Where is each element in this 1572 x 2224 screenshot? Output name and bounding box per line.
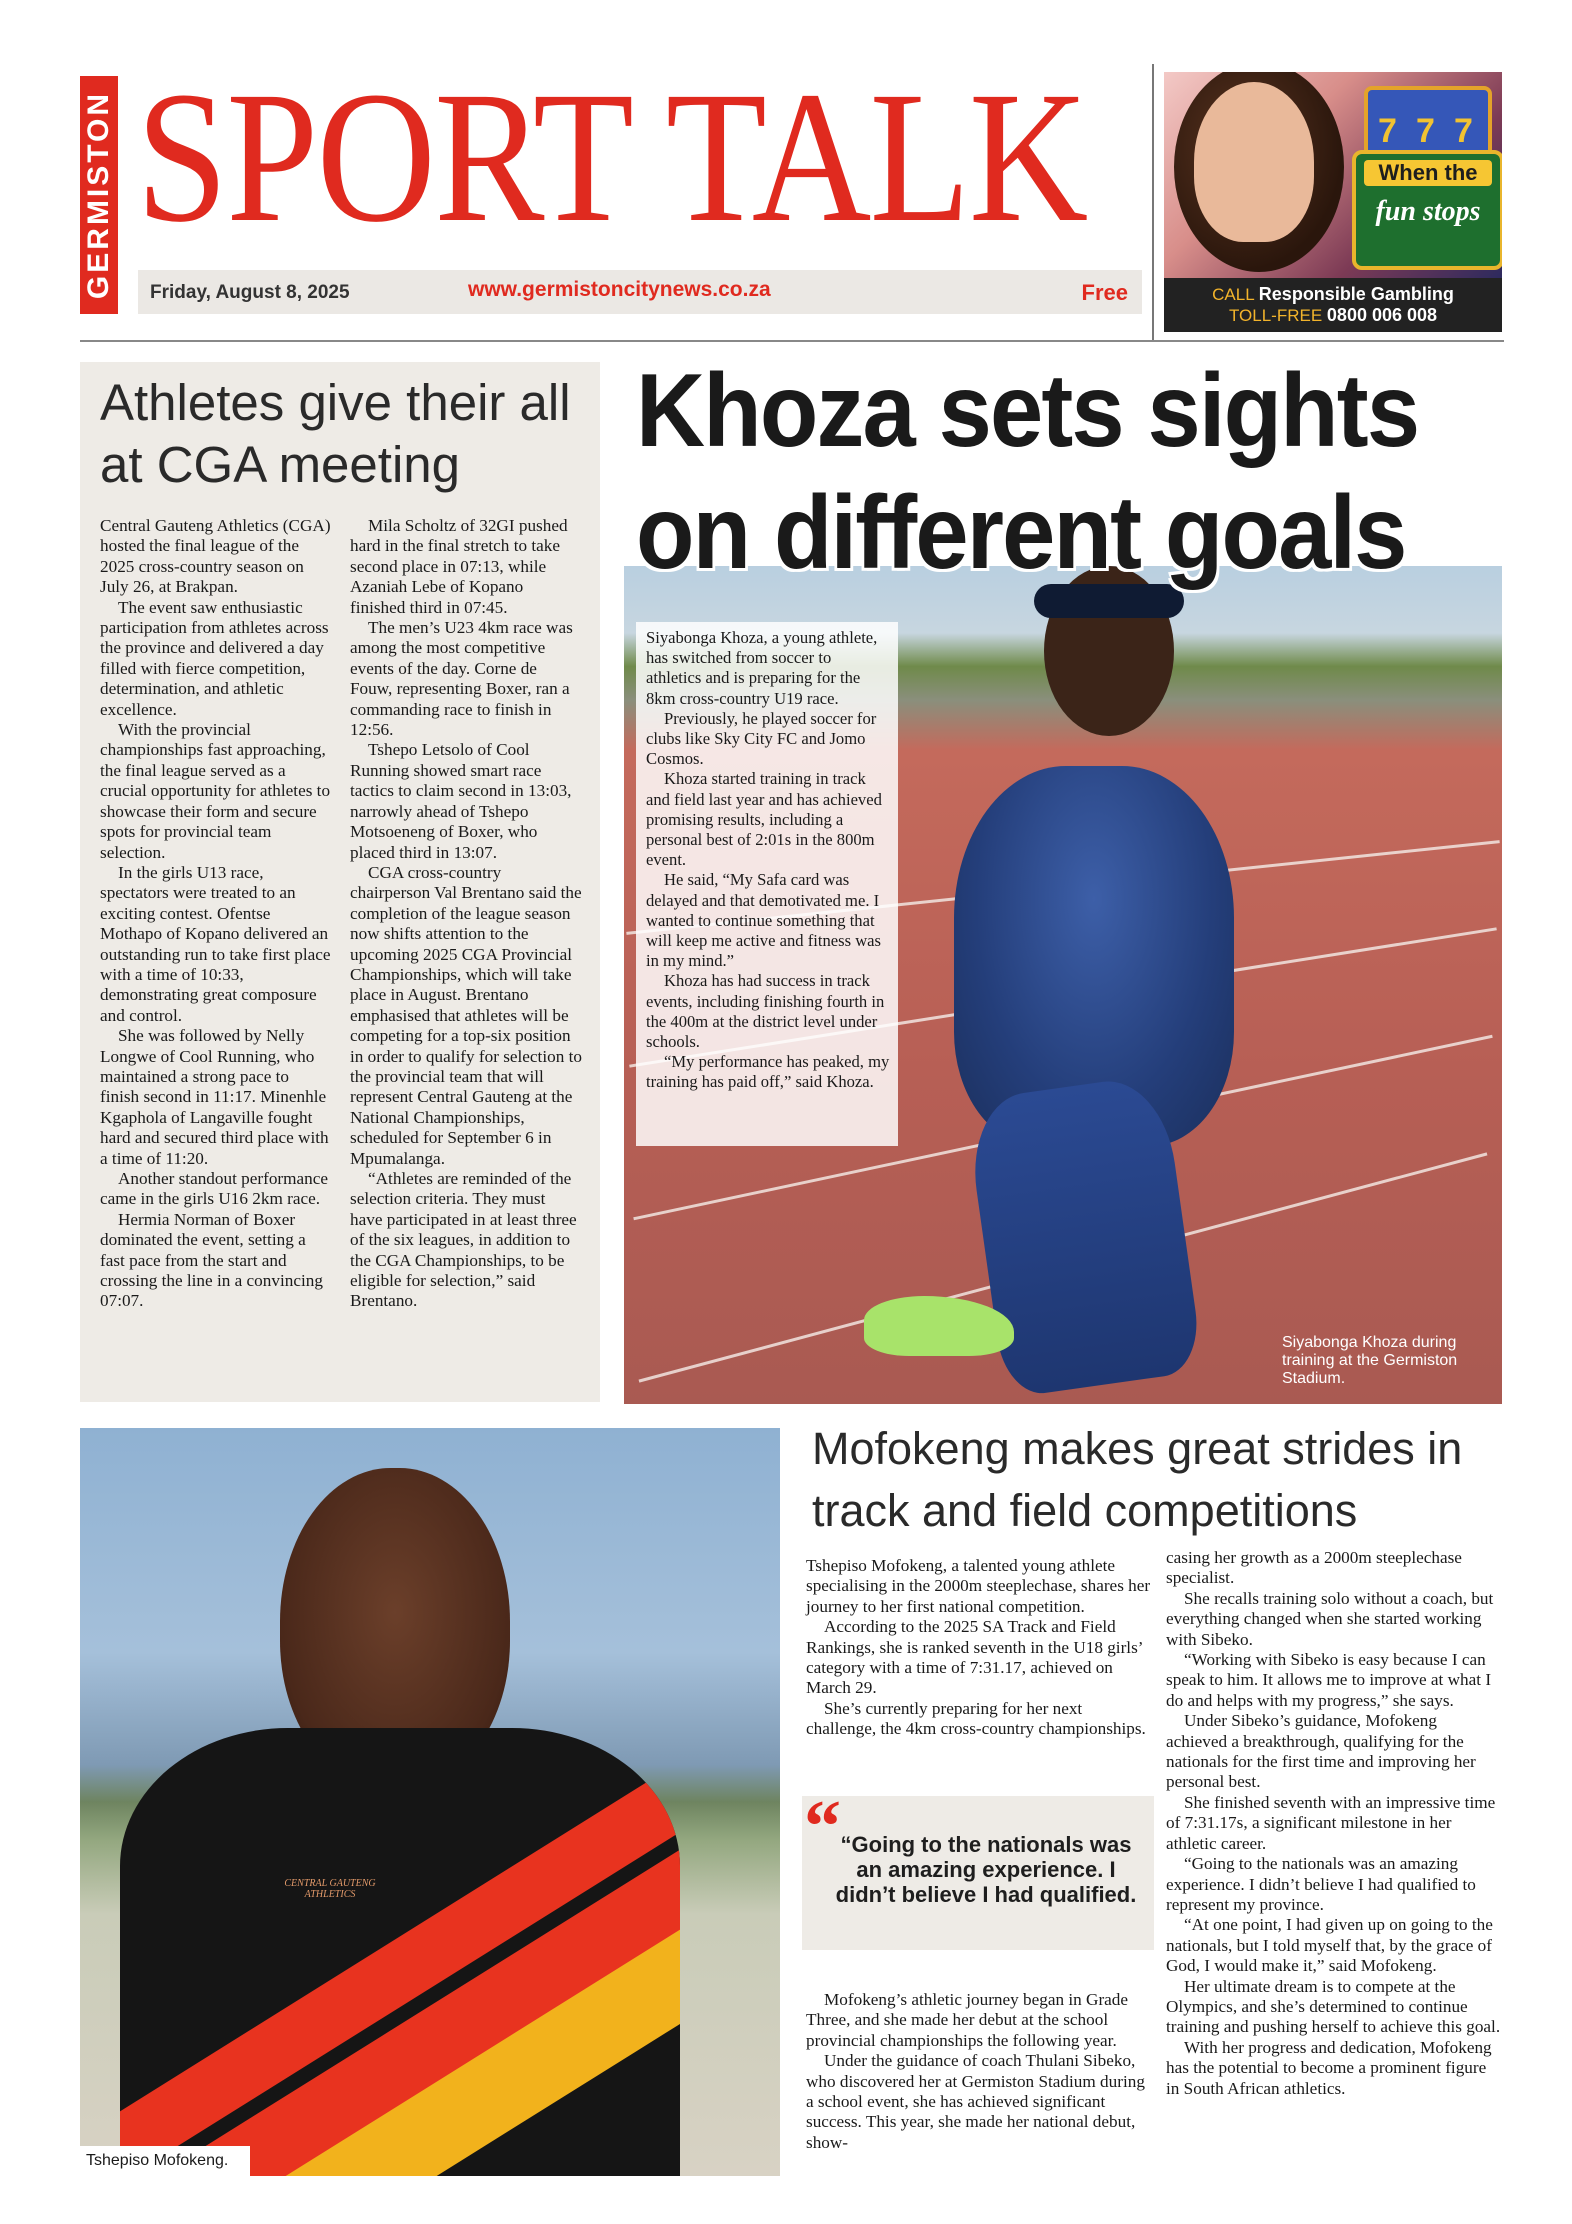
mofokeng-photo	[80, 1428, 780, 2176]
jacket-crest-text: CENTRAL GAUTENG ATHLETICS	[284, 1878, 376, 1900]
advert-photo	[1164, 72, 1502, 278]
athlete-shoe	[864, 1296, 1014, 1356]
mofokeng-paragraph: “Working with Sibeko is easy because I can speak to him. It allows me to improve at what I do and helps with my progress,” she says.	[1166, 1650, 1492, 1710]
mofokeng-column-1-bottom	[806, 1990, 1152, 2153]
mofokeng-column-2	[1166, 1548, 1502, 2099]
cga-paragraph: With the provincial championships fast approaching, the final league served as a crucial opportunity for athletes to showcase their form and secure spots for provincial team selection.	[100, 720, 331, 862]
cga-paragraph: She was followed by Nelly Longwe of Cool Running, who maintained a strong pace to finish second in 11:17. Minenhle Kgaphola of Langaville fought hard and secured third place with a time of 11:20.	[100, 1026, 329, 1168]
mofokeng-paragraph: She finished seventh with an impressive time of 7:31.17s, a significant milestone in her athletic career.	[1166, 1792, 1496, 1853]
mofokeng-photo-caption: Tshepiso Mofokeng.	[80, 2146, 250, 2176]
khoza-paragraph: Khoza started training in track and field last year and has achieved promising results, including a personal best of 2:01s in the 800m event.	[646, 769, 882, 870]
mofokeng-paragraph: Tshepiso Mofokeng, a talented young athlete specialising in the 2000m steeplechase, shares her journey to her first national competition.	[806, 1556, 1151, 1616]
cga-paragraph: In the girls U13 race, spectators were treated to an exciting contest. Ofentse Mothapo of Kopano delivered an outstanding run to take first place with a time of 10:33, demonstrating great composure and control.	[100, 862, 331, 1025]
cga-column-1	[100, 516, 332, 1312]
mofokeng-paragraph: According to the 2025 SA Track and Field Rankings, she is ranked seventh in the U18 girls’ category with a time of 7:31.17, achieved on March 29.	[806, 1617, 1143, 1698]
advert-tollfree-label: TOLL-FREE	[1228, 306, 1323, 325]
advert-headline-top: When the	[1364, 160, 1492, 186]
khoza-paragraph: Khoza has had success in track events, including finishing fourth in the 400m at the district level under schools.	[646, 971, 885, 1052]
advert-headline-bottom: fun stops	[1375, 196, 1481, 227]
khoza-paragraph: He said, “My Safa card was delayed and that demotivated me. I wanted to continue something that will keep me active and fitness was in my mind.”	[646, 870, 882, 971]
responsible-gambling-advert[interactable]	[1164, 72, 1502, 332]
slot-machine-icon: 7 7 7	[1364, 86, 1492, 184]
mofokeng-paragraph: Mofokeng’s athletic journey began in Grade Three, and she made her debut at the school provincial championships the following year.	[806, 1990, 1129, 2050]
khoza-paragraph: Siyabonga Khoza, a young athlete, has switched from soccer to athletics and is preparing for the 8km cross-country U19 race.	[646, 628, 878, 708]
cga-paragraph: The event saw enthusiastic participation from athletes across the province and delivered a day filled with fierce competition, determination, and athletic excellence.	[100, 597, 329, 719]
mofokeng-paragraph: Under the guidance of coach Thulani Sibeko, who discovered her at Germiston Stadium during a school event, she has achieved significant success. This year, she made her national debut, show-	[806, 2051, 1145, 2152]
masthead-side-tag	[80, 76, 118, 314]
masthead-divider-horizontal	[80, 340, 1504, 342]
pull-quote-box	[802, 1786, 1154, 1950]
advert-call-label: CALL	[1212, 285, 1255, 304]
masthead-info-bar	[138, 270, 1142, 314]
mofokeng-paragraph: She recalls training solo without a coach, but everything changed when she started working with Sibeko.	[1166, 1588, 1494, 1649]
cga-paragraph: Mila Scholtz of 32GI pushed hard in the final stretch to take second place in 07:13, while Azaniah Lebe of Kopano finished third in 07:45.	[350, 516, 568, 617]
masthead-side-label: GERMISTON	[82, 90, 115, 300]
advert-phone-number: 0800 006 008	[1326, 305, 1438, 325]
mofokeng-paragraph: Her ultimate dream is to compete at the Olympics, and she’s determined to continue training and pushing herself to achieve this goal.	[1166, 1976, 1501, 2037]
mofokeng-paragraph: With her progress and dedication, Mofokeng has the potential to become a prominent figure in South African athletics.	[1166, 2037, 1492, 2098]
masthead-divider-vertical	[1152, 64, 1154, 342]
khoza-body	[646, 628, 890, 1093]
quote-mark-icon: “	[804, 1786, 841, 1868]
cga-column-2	[350, 516, 582, 1312]
advert-contact	[1164, 278, 1502, 332]
cga-paragraph: Another standout performance came in the girls U16 2km race.	[100, 1169, 328, 1209]
website-link[interactable]: www.germistoncitynews.co.za	[468, 278, 771, 301]
mofokeng-paragraph: She’s currently preparing for her next challenge, the 4km cross-country championships.	[806, 1698, 1146, 1739]
mofokeng-paragraph: Under Sibeko’s guidance, Mofokeng achieved a breakthrough, qualifying for the nationals for the first time and improving her personal best.	[1166, 1711, 1476, 1792]
mofokeng-paragraph: casing her growth as a 2000m steeplechase specialist.	[1166, 1548, 1462, 1588]
khoza-photo-caption: Siyabonga Khoza during training at the Germiston Stadium.	[1282, 1334, 1458, 1387]
athlete-jacket	[120, 1728, 680, 2176]
advert-org-name: Responsible Gambling	[1258, 284, 1454, 304]
cga-headline: Athletes give their all at CGA meeting	[100, 374, 571, 493]
masthead-title: SPORT TALK	[136, 52, 1087, 261]
mofokeng-paragraph: “Going to the nationals was an amazing experience. I didn’t believe I had qualified to represent my province.	[1166, 1854, 1476, 1914]
khoza-paragraph: Previously, he played soccer for clubs like Sky City FC and Jomo Cosmos.	[646, 708, 877, 769]
cga-paragraph: The men’s U23 4km race was among the most competitive events of the day. Corne de Fouw, representing Boxer, ran a commanding race to finish in 12:56.	[350, 618, 573, 740]
mofokeng-column-1-top	[806, 1556, 1152, 1740]
cga-paragraph: CGA cross-country chairperson Val Brentano said the completion of the league season now shifts attention to the upcoming 2025 CGA Provincial Championships, which will take place in August. Brentano emphasised that athletes will be competing for a top-six position in order to qualify for selection to the provincial team that will represent Central Gauteng at the National Championships, scheduled for September 6 in Mpumalanga.	[350, 862, 582, 1168]
cga-paragraph: Hermia Norman of Boxer dominated the event, setting a fast pace from the start and crossing the line in a convincing 07:07.	[100, 1209, 323, 1311]
issue-date: Friday, August 8, 2025	[150, 282, 350, 303]
khoza-headline: Khoza sets sights on different goals	[636, 353, 1419, 591]
advert-badge	[1352, 150, 1502, 270]
pull-quote-text: “Going to the nationals was an amazing experience. I didn’t believe I had qualified.	[835, 1832, 1137, 1907]
advert-woman-face	[1194, 82, 1314, 242]
cga-paragraph: Tshepo Letsolo of Cool Running showed smart race tactics to claim second in 13:03, narrowly ahead of Tshepo Motsoeneng of Boxer, who placed third in 13:07.	[350, 740, 572, 862]
cga-paragraph: “Athletes are reminded of the selection criteria. They must have participated in at least three of the six leagues, in addition to the CGA Championships, to be eligible for selection,” said Brentano.	[350, 1169, 577, 1311]
price-label: Free	[1081, 280, 1128, 305]
mofokeng-headline: Mofokeng makes great strides in track and field competitions	[812, 1423, 1463, 1536]
cga-paragraph: Central Gauteng Athletics (CGA) hosted the final league of the 2025 cross-country season on July 26, at Brakpan.	[100, 516, 331, 597]
khoza-paragraph: “My performance has peaked, my training has paid off,” said Khoza.	[646, 1052, 890, 1092]
mofokeng-paragraph: “At one point, I had given up on going to the nationals, but I told myself that, by the grace of God, I would make it,” said Mofokeng.	[1166, 1915, 1493, 1976]
